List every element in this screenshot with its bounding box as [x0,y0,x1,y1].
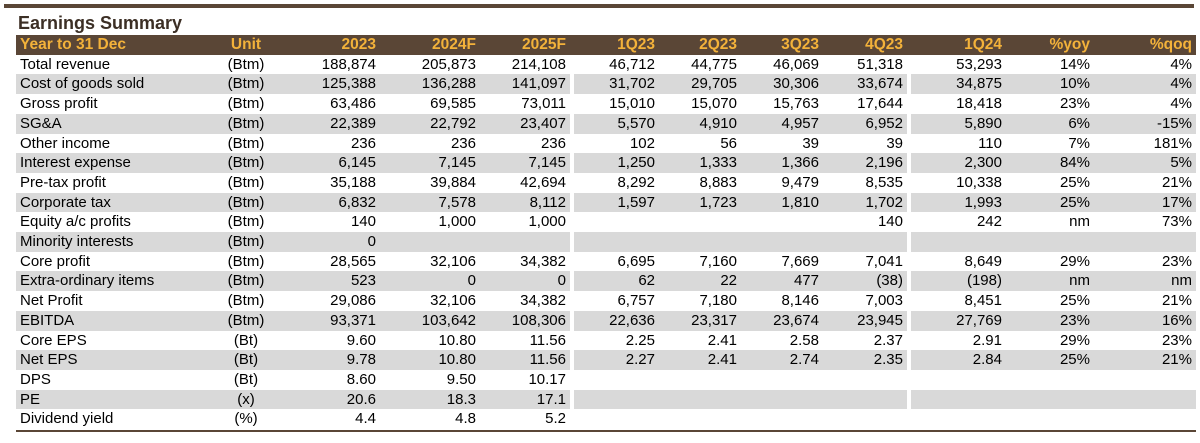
cell-q1-24: 242 [976,213,1002,231]
cell-q1-24: 8,649 [964,252,1002,270]
row-label: Cost of goods sold [16,74,208,94]
cell-unit: (Btm) [208,271,284,291]
cell-unit: (Btm) [227,55,265,73]
row-label: Dividend yield [20,410,114,428]
table-body [16,55,1196,429]
table-row [16,409,1196,429]
cell-q3-23: 30,306 [741,74,823,94]
row-label: Net EPS [16,350,208,370]
cell-q4-23: 33,674 [823,74,907,94]
cell-yoy: 23% [1006,311,1094,331]
cell-unit: (Bt) [208,350,284,370]
cell-q1-23: 22,636 [574,311,659,331]
cell-y2024: 32,106 [430,252,476,270]
cell-q2-23: 56 [720,134,737,152]
cell-yoy: 25% [1006,350,1094,370]
cell-y2025: 7,145 [480,153,570,173]
cell-y2025 [480,232,570,252]
cell-q1-24: 5,890 [911,114,1006,134]
cell-q3-23: 23,674 [741,311,823,331]
cell-y2023: 8.60 [346,370,376,388]
table-row [16,134,1196,154]
cell-y2023: 0 [284,232,380,252]
row-label: Gross profit [20,95,98,113]
table-row [16,232,1196,252]
cell-y2024: 7,145 [380,153,480,173]
cell-y2023: 29,086 [330,292,376,310]
cell-q1-24: 34,875 [911,74,1006,94]
earnings-summary-panel [4,4,1194,429]
cell-q3-23: 1,810 [741,193,823,213]
cell-unit: (Bt) [233,331,259,349]
cell-qoq [1094,390,1196,410]
cell-unit: (Btm) [227,134,265,152]
cell-q1-24: 1,993 [911,193,1006,213]
cell-y2024: 7,578 [380,193,480,213]
table-row [16,252,1196,272]
cell-yoy: 25% [1059,292,1090,310]
cell-q4-23: (38) [823,271,907,291]
row-label: Other income [20,134,111,152]
cell-q4-23 [823,370,907,390]
cell-y2025: 34,382 [520,292,566,310]
table-row [16,331,1196,351]
cell-y2023: 523 [284,271,380,291]
cell-q2-23: 1,723 [659,193,741,213]
cell-y2024: 10.80 [380,350,480,370]
cell-y2024: 4.8 [455,410,476,428]
cell-q4-23: 6,952 [823,114,907,134]
table-row [16,94,1196,114]
cell-q1-23: 8,292 [617,173,655,191]
cell-qoq: 4% [1094,74,1196,94]
cell-q2-23: 4,910 [659,114,741,134]
table-row [16,153,1196,173]
cell-q3-23: 7,669 [781,252,819,270]
cell-q2-23: 2.41 [707,331,737,349]
cell-q4-23 [823,390,907,410]
cell-yoy: 23% [1059,95,1090,113]
cell-q1-23: 2.25 [625,331,655,349]
table-row [16,173,1196,193]
cell-q2-23 [659,390,741,410]
cell-yoy: 6% [1006,114,1094,134]
cell-q1-24: 53,293 [956,55,1002,73]
header-2023: 2023 [284,35,380,55]
cell-yoy: 25% [1059,173,1090,191]
cell-qoq: 21% [1161,173,1192,191]
cell-q3-23: 8,146 [781,292,819,310]
cell-y2023: 4.4 [355,410,376,428]
header-1q23: 1Q23 [574,35,659,55]
cell-q1-24: 110 [978,134,1002,152]
row-label: Extra-ordinary items [16,271,208,291]
cell-q1-24: (198) [911,271,1006,291]
cell-q2-23 [659,232,741,252]
cell-q4-23: 2.35 [823,350,907,370]
cell-yoy: 10% [1006,74,1094,94]
cell-q4-23: 8,535 [865,173,903,191]
cell-q1-24: 2,300 [911,153,1006,173]
header-row [16,35,1196,55]
cell-q2-23: 2.41 [659,350,741,370]
cell-q1-24 [911,232,1006,252]
header-3q23: 3Q23 [741,35,823,55]
cell-y2025: 141,097 [480,74,570,94]
cell-q1-24 [911,409,1006,429]
row-label: SG&A [16,114,208,134]
cell-y2025: 73,011 [521,95,566,113]
cell-q3-23: 46,069 [773,55,819,73]
cell-y2024: 18.3 [380,390,480,410]
table-row [16,74,1196,94]
cell-q3-23: 39 [802,134,819,152]
cell-q1-24: 18,418 [956,95,1002,113]
cell-yoy: 7% [1068,134,1090,152]
cell-y2024 [380,232,480,252]
table-row [16,114,1196,134]
cell-qoq: 23% [1161,252,1192,270]
cell-q4-23: 51,318 [857,55,903,73]
table-row [16,390,1196,410]
cell-q3-23: 15,763 [773,95,819,113]
cell-q3-23 [741,212,823,232]
cell-qoq: -15% [1094,114,1196,134]
row-label: Equity a/c profits [20,213,131,231]
cell-qoq: 16% [1094,311,1196,331]
cell-y2023: 28,565 [330,252,376,270]
cell-y2024: 32,106 [430,292,476,310]
cell-qoq: nm [1094,271,1196,291]
cell-q1-24 [911,390,1006,410]
cell-q1-23 [574,232,659,252]
earnings-table [16,35,1196,429]
cell-q1-23: 1,250 [574,153,659,173]
cell-yoy: 14% [1059,55,1090,73]
cell-q4-23: 2.37 [873,331,903,349]
cell-yoy: 84% [1006,153,1094,173]
cell-y2023: 93,371 [284,311,380,331]
cell-q2-23: 15,070 [691,95,737,113]
cell-qoq: 5% [1094,153,1196,173]
cell-q1-23: 15,010 [609,95,655,113]
cell-unit: (Btm) [208,311,284,331]
header-2q23: 2Q23 [659,35,741,55]
cell-q2-23: 22 [659,271,741,291]
header-unit: Unit [208,35,284,55]
cell-q2-23: 1,333 [659,153,741,173]
cell-q1-23 [574,390,659,410]
row-label: EBITDA [16,311,208,331]
cell-q2-23: 23,317 [659,311,741,331]
cell-y2023: 140 [350,213,376,231]
cell-q1-24 [911,370,1006,390]
header-year-label: Year to 31 Dec [16,35,208,55]
cell-unit: (Btm) [227,173,265,191]
row-label: Minority interests [16,232,208,252]
cell-y2023: 188,874 [321,55,376,73]
cell-y2025: 11.56 [480,350,570,370]
cell-q1-24: 10,338 [956,173,1002,191]
cell-q3-23 [741,390,823,410]
cell-qoq: 23% [1161,331,1192,349]
cell-unit: (Btm) [227,95,265,113]
cell-unit: (%) [234,410,258,428]
cell-q4-23: 39 [886,134,903,152]
cell-q3-23: 477 [741,271,823,291]
cell-y2024: 136,288 [380,74,480,94]
cell-y2023: 125,388 [284,74,380,94]
row-label: Total revenue [20,55,111,73]
cell-q2-23 [659,409,741,429]
cell-q4-23: 23,945 [823,311,907,331]
cell-q4-23: 140 [877,213,903,231]
cell-q1-23: 6,695 [617,252,655,270]
cell-q1-23: 1,597 [574,193,659,213]
cell-y2023: 6,145 [284,153,380,173]
cell-y2025: 23,407 [480,114,570,134]
cell-yoy [1006,232,1094,252]
header-1q24: 1Q24 [911,35,1006,55]
cell-q1-23 [574,409,659,429]
cell-q3-23: 2.58 [789,331,819,349]
cell-y2024: 10.80 [438,331,476,349]
cell-q1-24: 27,769 [911,311,1006,331]
cell-q3-23 [741,232,823,252]
cell-y2023: 35,188 [330,173,376,191]
cell-qoq: 17% [1094,193,1196,213]
cell-unit: (x) [208,390,284,410]
table-row [16,271,1196,291]
row-label: Net Profit [20,292,83,310]
cell-y2024: 39,884 [430,173,476,191]
cell-q1-23: 2.27 [574,350,659,370]
cell-unit: (Btm) [208,74,284,94]
table-title: Earnings Summary [18,13,183,33]
row-label: Corporate tax [16,193,208,213]
header-qoq: %qoq [1094,35,1196,55]
cell-y2023: 9.60 [346,331,376,349]
cell-q1-23: 62 [574,271,659,291]
cell-yoy: nm [1006,271,1094,291]
cell-y2024: 1,000 [438,213,476,231]
row-label: DPS [20,370,51,388]
bottom-rule [16,430,1196,432]
table-row [16,193,1196,213]
cell-y2023: 22,389 [284,114,380,134]
cell-y2025: 1,000 [528,213,566,231]
table-row [16,350,1196,370]
cell-y2024: 205,873 [421,55,476,73]
cell-q3-23: 4,957 [741,114,823,134]
cell-y2025: 34,382 [520,252,566,270]
cell-q2-23: 7,180 [699,292,737,310]
cell-q1-24: 8,451 [964,292,1002,310]
table-row [16,370,1196,390]
cell-y2025: 236 [540,134,566,152]
cell-qoq: 4% [1170,95,1192,113]
cell-q2-23: 7,160 [699,252,737,270]
cell-q2-23: 44,775 [691,55,737,73]
row-label: Interest expense [16,153,208,173]
cell-unit: (Btm) [227,213,265,231]
cell-q1-24: 2.91 [972,331,1002,349]
cell-qoq: 21% [1094,350,1196,370]
cell-y2023: 9.78 [284,350,380,370]
cell-qoq: 21% [1161,292,1192,310]
header-4q23: 4Q23 [823,35,907,55]
cell-y2025: 42,694 [520,173,566,191]
row-label: Core EPS [20,331,87,349]
row-label: Pre-tax profit [20,173,106,191]
cell-y2024: 69,585 [430,95,476,113]
cell-y2024: 236 [450,134,476,152]
cell-q1-23 [574,212,659,232]
cell-q4-23: 7,041 [865,252,903,270]
cell-q2-23: 8,883 [699,173,737,191]
cell-unit: (Bt) [233,370,259,388]
cell-qoq [1094,409,1196,429]
cell-unit: (Btm) [208,153,284,173]
cell-q3-23 [741,370,823,390]
cell-q4-23 [823,232,907,252]
cell-q4-23 [823,409,907,429]
cell-yoy: 25% [1006,193,1094,213]
cell-unit: (Btm) [208,193,284,213]
cell-q4-23: 1,702 [823,193,907,213]
cell-q4-23: 17,644 [857,95,903,113]
cell-yoy: 29% [1059,252,1090,270]
row-label: Core profit [20,252,91,270]
cell-qoq: 73% [1161,213,1192,231]
cell-unit: (Btm) [227,292,265,310]
cell-q1-23: 31,702 [574,74,659,94]
cell-q2-23: 29,705 [659,74,741,94]
cell-yoy: 29% [1059,331,1090,349]
cell-yoy [1006,409,1094,429]
cell-y2025: 214,108 [511,55,566,73]
cell-y2025: 8,112 [480,193,570,213]
cell-q2-23 [659,370,741,390]
cell-qoq [1094,370,1196,390]
header-2024f: 2024F [380,35,480,55]
header-2025f: 2025F [480,35,570,55]
cell-yoy [1006,390,1094,410]
cell-y2025: 11.56 [529,331,566,349]
cell-y2024: 22,792 [380,114,480,134]
cell-y2024: 9.50 [446,370,476,388]
cell-y2025: 0 [480,271,570,291]
cell-unit: (Btm) [208,232,284,252]
cell-q4-23: 2,196 [823,153,907,173]
cell-y2025: 108,306 [480,311,570,331]
cell-q3-23: 1,366 [741,153,823,173]
cell-y2024: 103,642 [380,311,480,331]
cell-qoq: 4% [1170,55,1192,73]
cell-qoq: 181% [1153,134,1192,152]
cell-y2025: 5.2 [545,410,566,428]
cell-q4-23: 7,003 [865,292,903,310]
cell-y2023: 6,832 [284,193,380,213]
cell-y2025: 10.17 [528,370,566,388]
cell-y2025: 17.1 [480,390,570,410]
cell-q2-23 [659,212,741,232]
cell-q1-23: 102 [629,134,655,152]
cell-q3-23: 9,479 [781,173,819,191]
table-row [16,55,1196,75]
cell-q1-23 [574,370,659,390]
cell-unit: (Btm) [227,252,265,270]
row-label: PE [16,390,208,410]
cell-yoy: nm [1069,213,1090,231]
cell-unit: (Btm) [208,114,284,134]
cell-q3-23: 2.74 [741,350,823,370]
cell-q3-23 [741,409,823,429]
cell-y2024: 0 [380,271,480,291]
cell-y2023: 236 [350,134,376,152]
cell-yoy [1006,370,1094,390]
cell-qoq [1094,232,1196,252]
header-yoy: %yoy [1006,35,1094,55]
cell-q1-24: 2.84 [911,350,1006,370]
cell-y2023: 63,486 [330,95,376,113]
table-row [16,212,1196,232]
table-row [16,291,1196,311]
cell-q1-23: 5,570 [574,114,659,134]
table-row [16,311,1196,331]
cell-y2023: 20.6 [284,390,380,410]
cell-q1-23: 6,757 [617,292,655,310]
cell-q1-23: 46,712 [609,55,655,73]
